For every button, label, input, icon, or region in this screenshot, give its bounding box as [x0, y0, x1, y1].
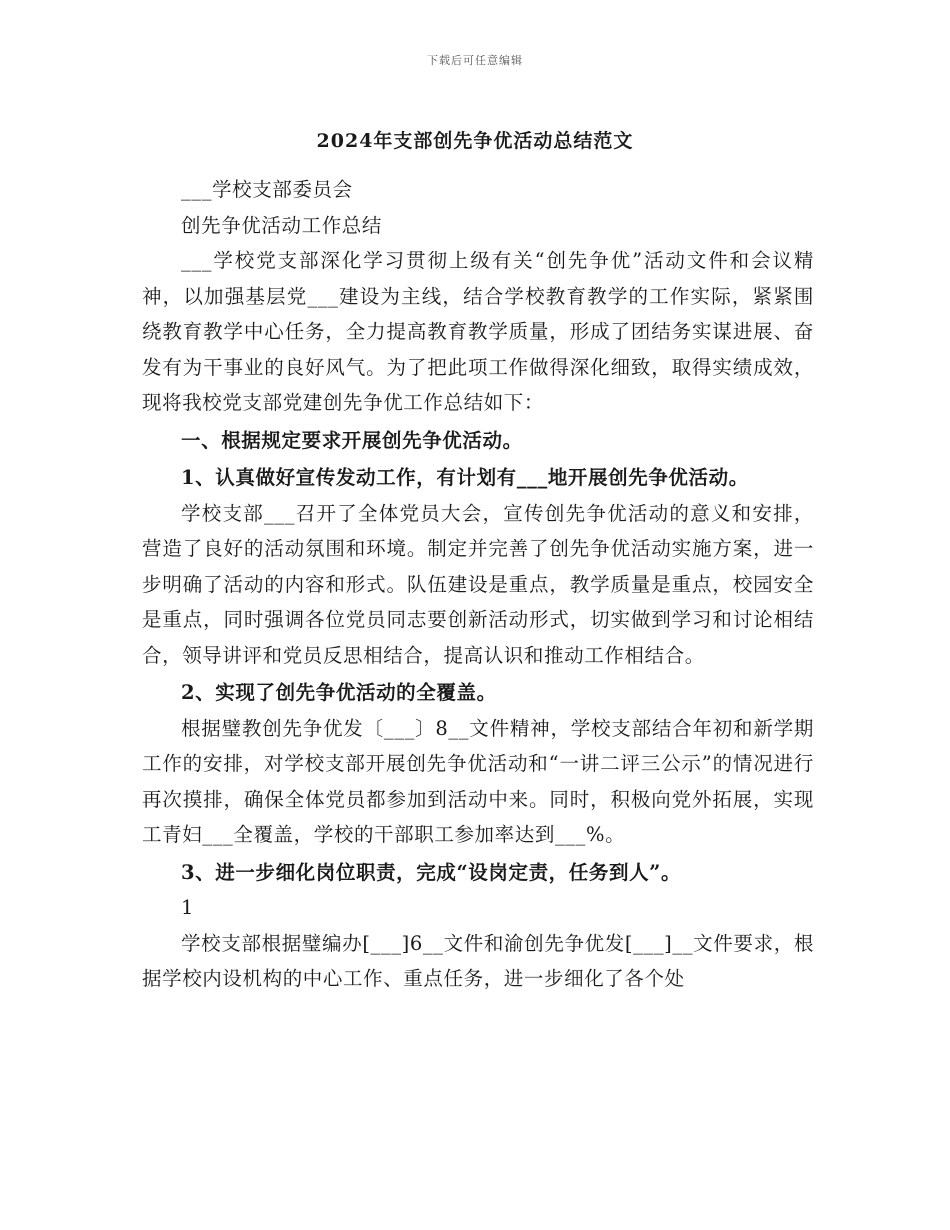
document-body	[142, 172, 814, 997]
subsection-heading-2: 2、实现了创先争优活动的全覆盖。	[181, 681, 497, 704]
section-heading-1: 一、根据规定要求开展创先争优活动。	[181, 428, 523, 452]
paragraph-intro: ___学校党支部深化学习贯彻上级有关“创先争优”活动文件和会议精神，以加强基层党___建设为主线，结合学校教育教学的工作实际，紧紧围绕教育教学中心任务，全力提高教育教学质量，形成了团结务实谋进展、奋发有为干事业的良好风气。为了把此项工作做得深化细致，取得实绩成效，现将我校党支部党建创先争优工作总结如下：	[142, 249, 814, 414]
subsection-heading-1: 1、认真做好宣传发动工作，有计划有___地开展创先争优活动。	[181, 466, 749, 489]
document-title: 2024年支部创先争优活动总结范文	[316, 130, 634, 152]
paragraph-subtitle: 创先争优活动工作总结	[181, 213, 383, 237]
paragraph-coverage: 根据璧教创先争优发〔___〕8__文件精神，学校支部结合年初和新学期工作的安排，对学校支部开展创先争优活动和“一讲二评三公示”的情况进行再次摸排，确保全体党员都参加到活动中来。同时，积极向党外拓展，实现工青妇___全覆盖，学校的干部职工参加率达到___%。	[142, 716, 814, 846]
paragraph-publicity: 学校支部___召开了全体党员大会，宣传创先争优活动的意义和安排，营造了良好的活动氛围和环境。制定并完善了创先争优活动实施方案，进一步明确了活动的内容和形式。队伍建设是重点，教学质量是重点，校园安全是重点，同时强调各位党员同志要创新活动形式，切实做到学习和讨论相结合，领导讲评和党员反思相结合，提高认识和推动工作相结合。	[142, 501, 814, 667]
header-note: 下载后可任意编辑	[427, 54, 523, 67]
paragraph-duties: 学校支部根据璧编办[___]6__文件和渝创先争优发[___]__文件要求，根据学校内设机构的中心工作、重点任务，进一步细化了各个处	[142, 931, 814, 990]
page-number: 1	[181, 896, 195, 919]
paragraph-org-name: ___学校支部委员会	[181, 178, 353, 201]
subsection-heading-3: 3、进一步细化岗位职责，完成“设岗定责，任务到人”。	[181, 860, 682, 884]
